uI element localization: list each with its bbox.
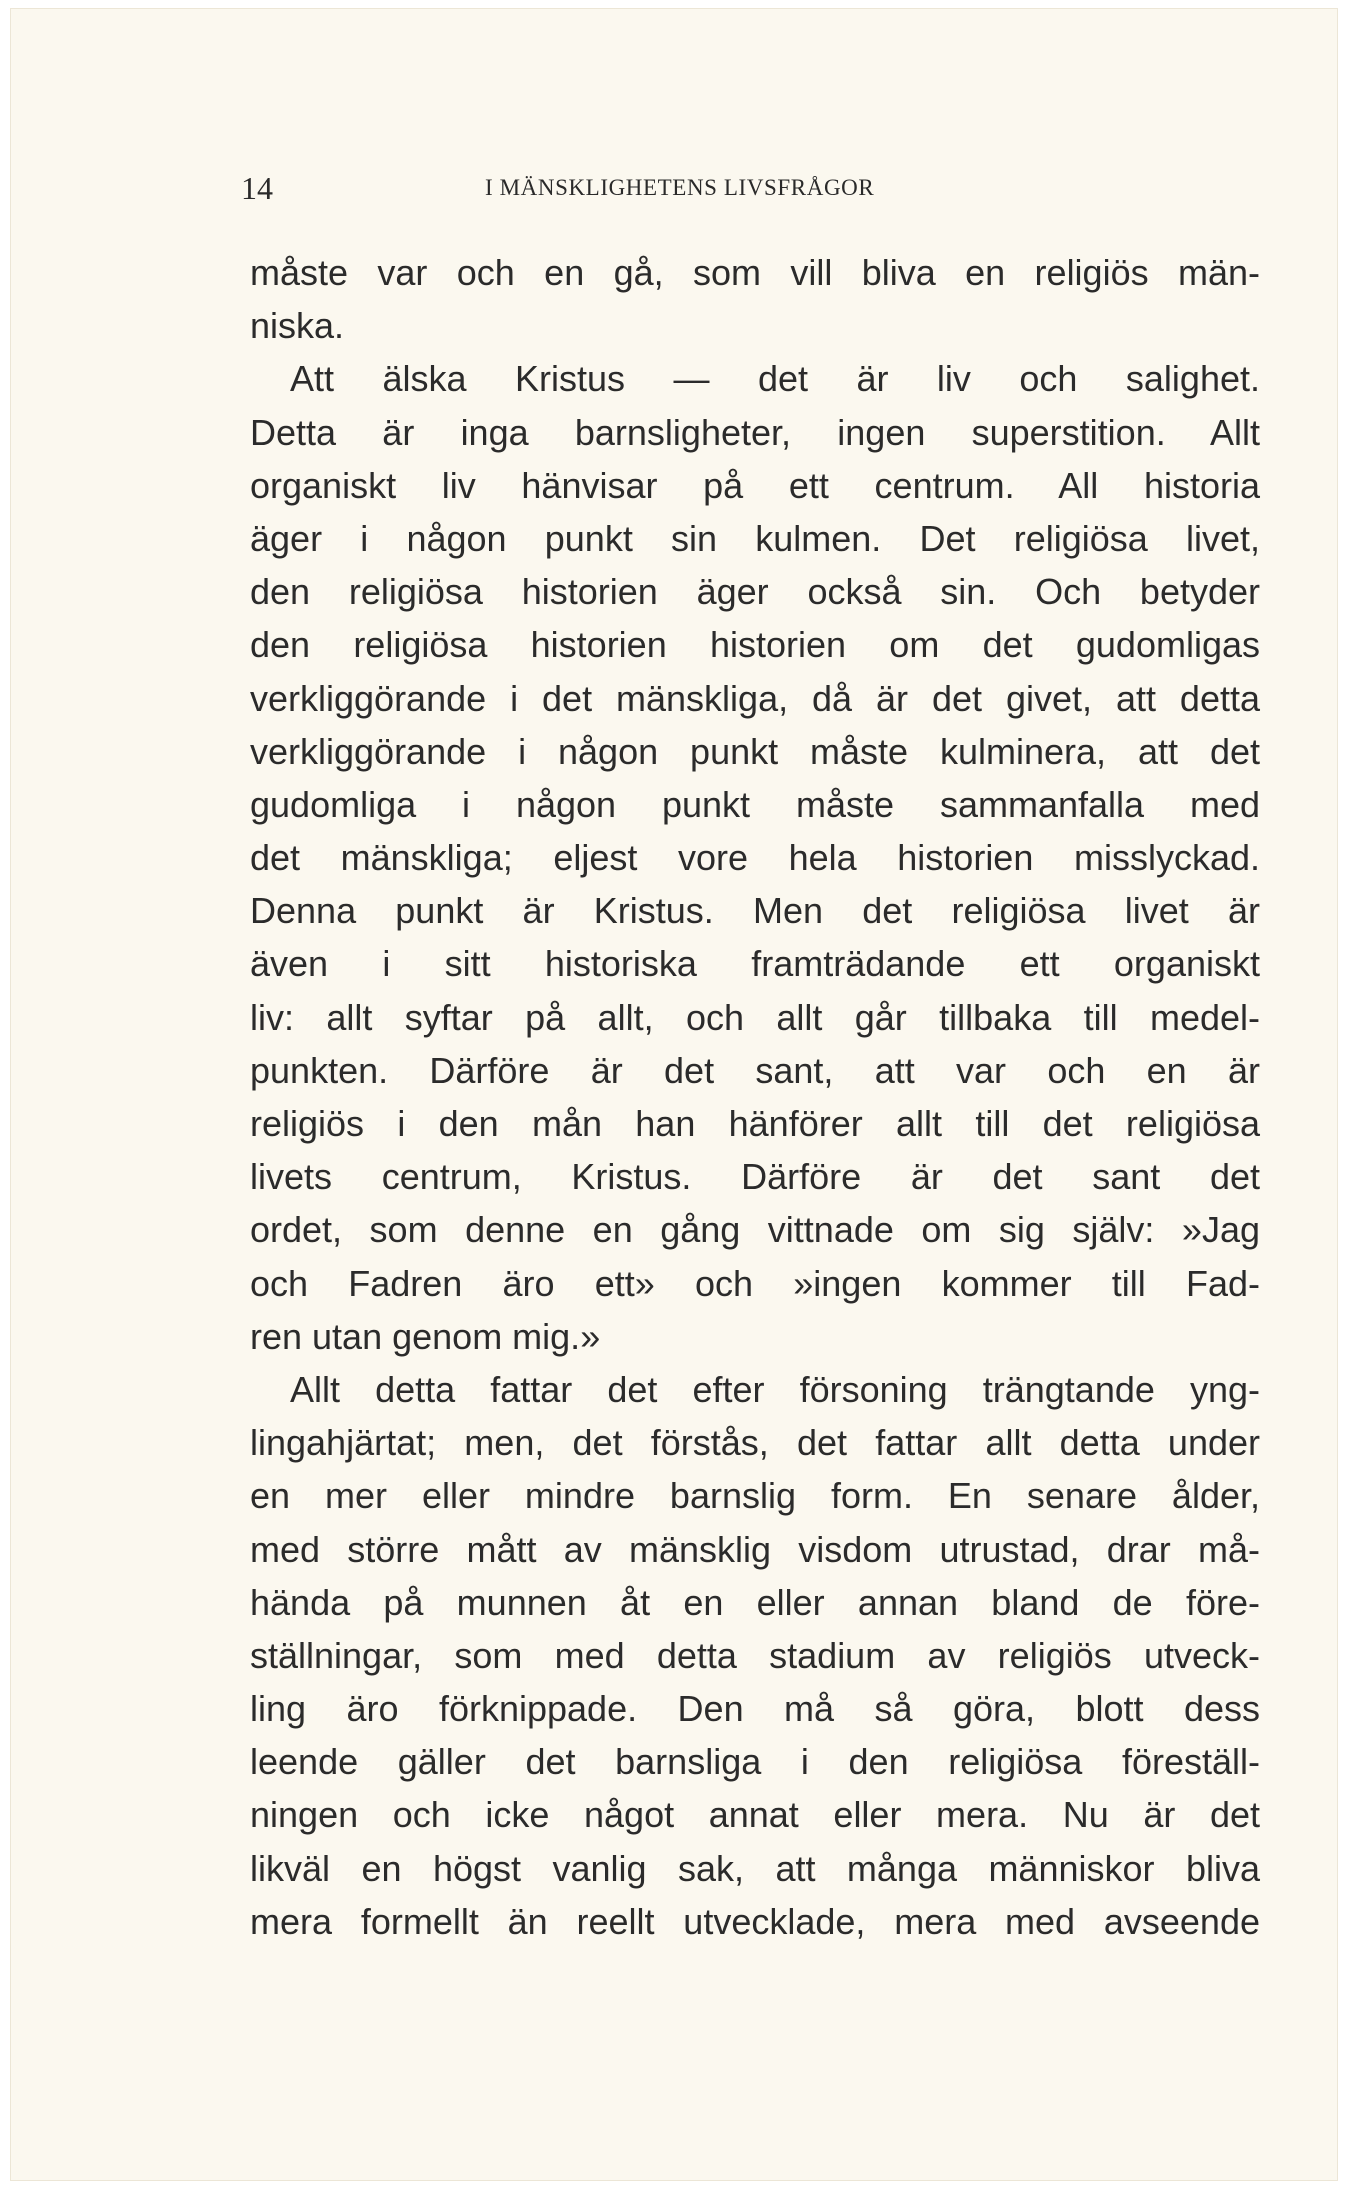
text-line: ordet, som denne en gång vittnade om sig själv: »Jag (250, 1209, 1260, 1251)
book-page (10, 8, 1338, 2181)
text-line: religiös i den mån han hänförer allt till det religiösa (250, 1103, 1260, 1144)
text-line: och Fadren äro ett» och »ingen kommer till Fad- (250, 1262, 1260, 1304)
text-line: Detta är inga barnsligheter, ingen superstition. Allt (250, 411, 1260, 453)
text-line: även i sitt historiska framträdande ett organiskt (250, 943, 1260, 985)
text-line: liv: allt syftar på allt, och allt går tillbaka till medel- (250, 996, 1260, 1038)
text-line: likväl en högst vanlig sak, att många människor bliva (250, 1847, 1260, 1889)
text-line: punkten. Därföre är det sant, att var och en är (250, 1049, 1260, 1091)
text-line: ställningar, som med detta stadium av religiös utveck- (250, 1634, 1260, 1676)
text-line: gudomliga i någon punkt måste sammanfalla med (250, 783, 1260, 825)
text-line: med större mått av mänsklig visdom utrustad, drar må- (250, 1528, 1260, 1570)
text-line: verkliggörande i någon punkt måste kulminera, att det (250, 730, 1260, 772)
text-line: Att älska Kristus — det är liv och salighet. (290, 358, 1260, 400)
text-line: ling äro förknippade. Den må så göra, blott dess (250, 1688, 1260, 1730)
text-line: mera formellt än reellt utvecklade, mera med avseende (250, 1900, 1260, 1942)
text-line: Denna punkt är Kristus. Men det religiösa livet är (250, 890, 1260, 932)
text-line: ren utan genom mig.» (250, 1315, 601, 1357)
text-line: niska. (250, 305, 345, 347)
text-line: Allt detta fattar det efter försoning trängtande yng- (290, 1368, 1260, 1410)
text-line: en mer eller mindre barnslig form. En senare ålder, (250, 1475, 1260, 1517)
running-title: I MÄNSKLIGHETENS LIVSFRÅGOR (485, 175, 875, 200)
text-line: det mänskliga; eljest vore hela historien misslyckad. (250, 837, 1260, 879)
text-line: ningen och icke något annat eller mera. Nu är det (250, 1794, 1260, 1836)
text-line: livets centrum, Kristus. Därföre är det sant det (250, 1156, 1260, 1198)
text-line: organiskt liv hänvisar på ett centrum. All historia (250, 464, 1260, 506)
text-line: lingahjärtat; men, det förstås, det fattar allt detta under (250, 1422, 1260, 1464)
text-line: den religiösa historien historien om det gudomligas (250, 624, 1260, 666)
page-header (241, 168, 1071, 208)
text-line: den religiösa historien äger också sin. Och betyder (250, 571, 1260, 613)
text-line: leende gäller det barnsliga i den religiösa föreställ- (250, 1741, 1260, 1783)
text-line: äger i någon punkt sin kulmen. Det religiösa livet, (250, 517, 1260, 559)
text-line: hända på munnen åt en eller annan bland de före- (250, 1581, 1260, 1623)
body-text (250, 246, 1260, 1948)
text-line: måste var och en gå, som vill bliva en religiös män- (250, 252, 1260, 293)
page-number: 14 (241, 170, 273, 206)
text-line: verkliggörande i det mänskliga, då är det givet, att detta (250, 677, 1260, 719)
